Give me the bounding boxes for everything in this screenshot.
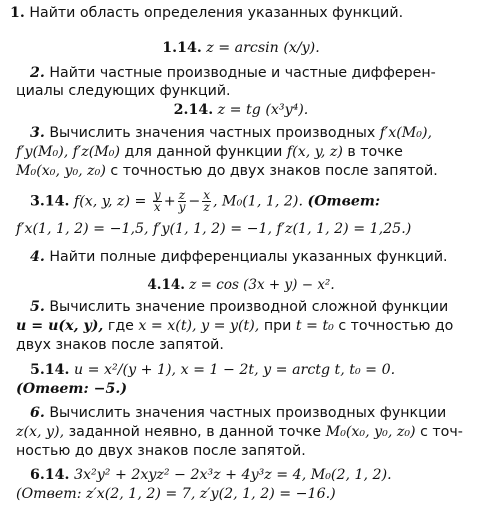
exercise-3-14-answer <box>16 220 482 238</box>
exercise-2-14 <box>0 101 482 119</box>
section-text: при <box>263 318 292 334</box>
answer-values: (Ответ: −5.) <box>16 381 128 397</box>
fraction-z-over-y: $\frac{z}{y}$ <box>178 188 186 214</box>
section-formula: u = u(x, y), <box>16 318 104 334</box>
exercise-6-14 <box>30 466 482 484</box>
section-text: ностью до двух знаков после запятой. <box>16 443 306 459</box>
section-number: 6. <box>30 405 45 421</box>
exercise-point: , M₀(1, 1, 2). <box>213 193 303 210</box>
fraction-x-over-z: $\frac{x}{z}$ <box>203 188 211 214</box>
section-4-heading <box>16 248 482 266</box>
section-formula: M₀(x₀, y₀, z₀) <box>325 424 416 440</box>
exercise-formula: 3x²y² + 2xyz² − 2x³z + 4y³z = 4, M₀(2, 1, 2). <box>74 467 392 483</box>
section-text: с точностью до <box>338 318 454 334</box>
section-text: Найти частные производные и частные дифферен- <box>49 65 436 81</box>
exercise-formula: u = x²/(y + 1), x = 1 − 2t, y = arctg t, t₀ = 0. <box>74 362 396 378</box>
answer-values: f′x(1, 1, 2) = −1,5, f′y(1, 1, 2) = −1, f′z(1, 1, 2) = 1,25.) <box>16 221 412 237</box>
section-text: Найти область определения указанных функций. <box>29 5 404 21</box>
section-3-line3 <box>16 162 482 180</box>
section-5-line2 <box>16 317 482 335</box>
exercise-number: 6.14. <box>30 467 70 483</box>
exercise-5-14 <box>30 361 482 379</box>
section-number: 2. <box>30 65 45 81</box>
section-text: для данной функции <box>124 144 283 160</box>
exercise-formula: z = cos (3x + y) − x². <box>189 277 335 293</box>
section-formula: f′y(M₀), f′z(M₀) <box>16 144 121 160</box>
exercise-number: 1.14. <box>162 40 202 56</box>
exercise-6-14-answer <box>16 485 482 503</box>
section-6-line3 <box>16 442 482 460</box>
section-2-heading <box>16 64 482 82</box>
section-text: Вычислить значения частных производных <box>49 125 376 141</box>
section-5-line1 <box>16 298 482 316</box>
section-text: Найти полные дифференциалы указанных функций. <box>49 249 448 265</box>
section-formula: x = x(t), y = y(t), <box>138 318 260 334</box>
section-2-line2 <box>16 82 482 100</box>
exercise-number: 4.14. <box>147 277 185 293</box>
section-3-line1 <box>16 124 482 142</box>
section-number: 1. <box>10 5 25 21</box>
section-text: с точ- <box>420 424 463 440</box>
section-formula: M₀(x₀, y₀, z₀) <box>16 163 106 179</box>
exercise-lhs: f(x, y, z) = <box>74 193 147 210</box>
exercise-formula: z = tg (x³y⁴). <box>217 102 309 118</box>
section-formula: z(x, y), <box>16 424 65 440</box>
exercise-number: 3.14. <box>30 193 70 210</box>
section-text: где <box>107 318 134 334</box>
exercise-number: 5.14. <box>30 362 70 378</box>
section-text: циалы следующих функций. <box>16 83 231 99</box>
section-formula: f′x(M₀), <box>379 125 433 141</box>
section-1-heading <box>10 4 482 22</box>
section-number: 4. <box>30 249 45 265</box>
exercise-formula: z = arcsin (x/y). <box>206 40 320 56</box>
exercise-1-14 <box>0 39 482 57</box>
section-6-line1 <box>16 404 482 422</box>
exercise-number: 2.14. <box>173 102 214 118</box>
section-number: 3. <box>30 125 45 141</box>
answer-label: (Ответ: <box>307 193 381 210</box>
fraction-y-over-x: $\frac{y}{x}$ <box>153 188 161 214</box>
section-text: двух знаков после запятой. <box>16 337 224 353</box>
section-text: Вычислить значение производной сложной функции <box>49 299 449 315</box>
exercise-5-14-answer <box>16 380 482 398</box>
exercise-3-14: 3.14. f(x, y, z) = $\frac{y}{x}$ + $\frac{z}{y}$ − $\frac{x}{z}$ , M₀(1, 1, 2). (Ответ: <box>30 188 381 214</box>
section-text: Вычислить значения частных производных функции <box>49 405 447 421</box>
section-formula: t = t₀ <box>295 318 334 334</box>
section-3-line2 <box>16 143 482 161</box>
section-formula: f(x, y, z) <box>286 144 343 160</box>
section-text: с точностью до двух знаков после запятой. <box>110 163 438 179</box>
section-number: 5. <box>30 299 45 315</box>
exercise-4-14 <box>0 276 482 294</box>
answer-values: (Ответ: z′x(2, 1, 2) = 7, z′y(2, 1, 2) = −16.) <box>16 486 336 502</box>
section-text: заданной неявно, в данной точке <box>68 424 322 440</box>
section-6-line2 <box>16 423 482 441</box>
section-text: в точке <box>347 144 403 160</box>
section-5-line3 <box>16 336 482 354</box>
